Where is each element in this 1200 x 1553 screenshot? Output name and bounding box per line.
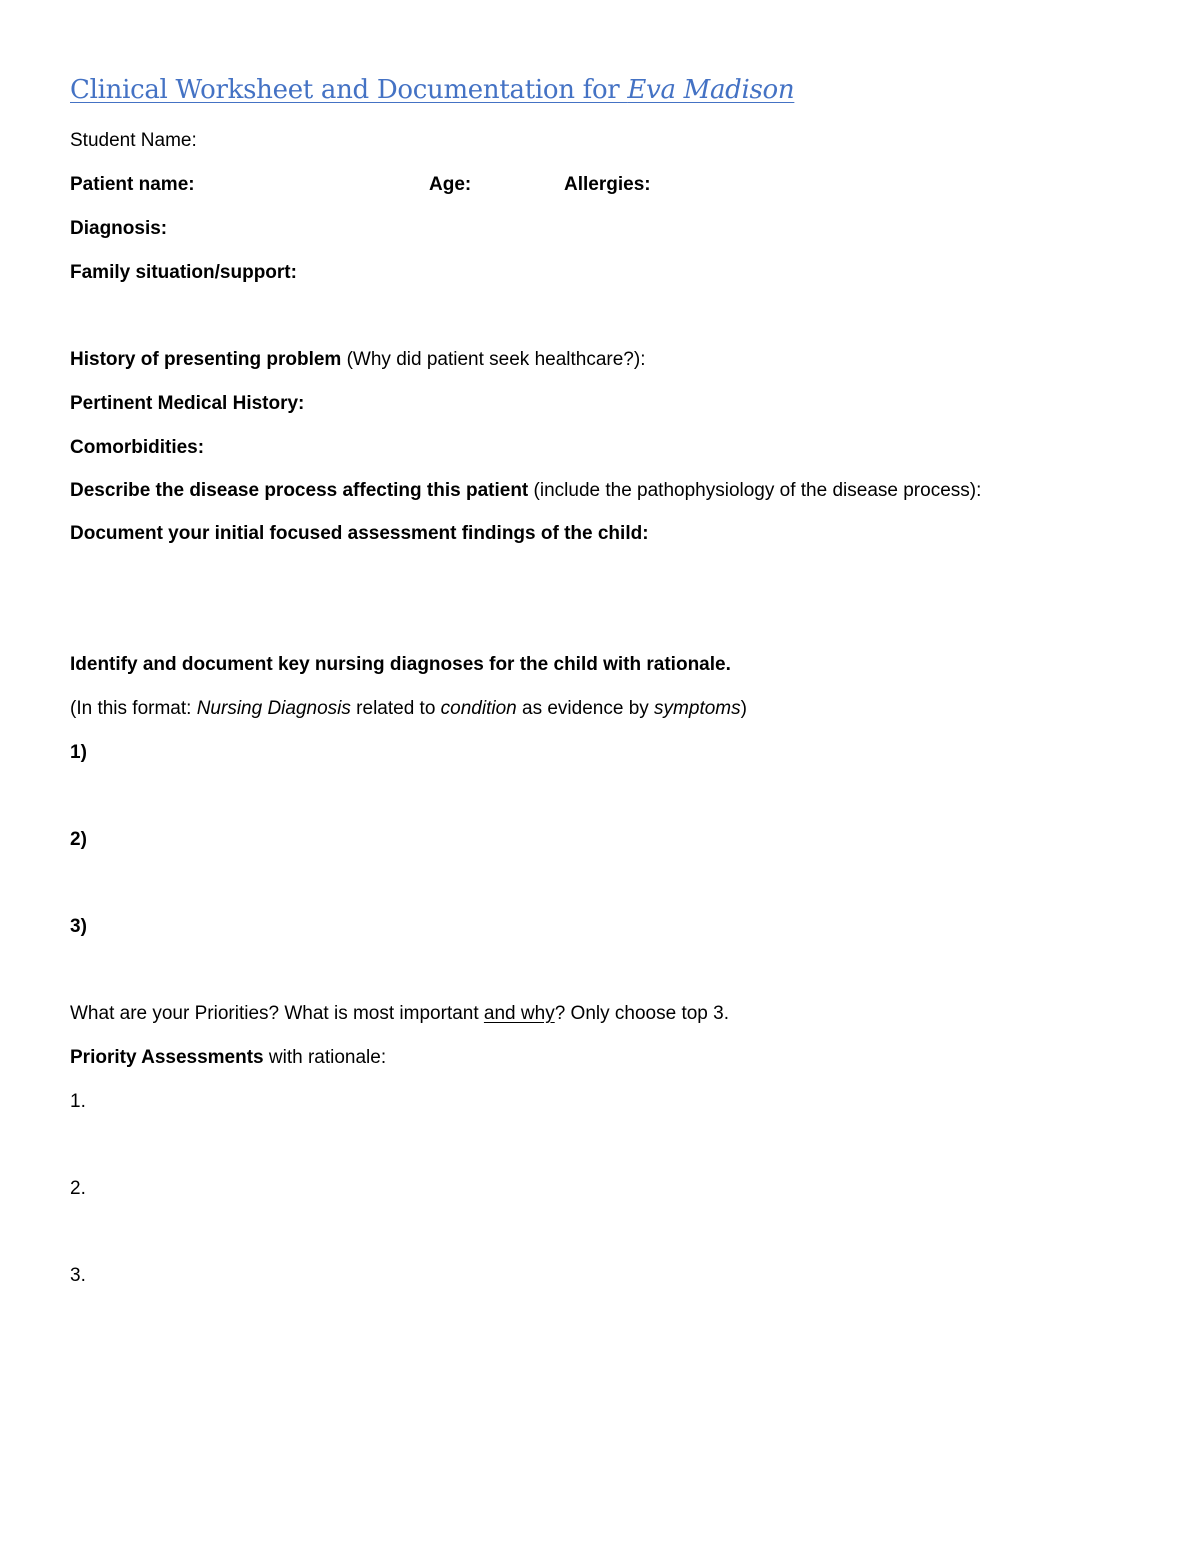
- priority-item-2: 2.: [70, 1178, 86, 1199]
- priorities-and-why: and why: [483, 1003, 555, 1024]
- disease-note: (include the pathophysiology of the disease process):: [528, 480, 982, 501]
- worksheet-title: [70, 74, 794, 106]
- format-related: related to: [350, 698, 441, 719]
- family-support-label: Family situation/support:: [70, 262, 297, 283]
- diagnosis-format-instructions: [70, 697, 747, 721]
- format-condition: condition: [440, 698, 517, 719]
- diagnosis-label: Diagnosis:: [70, 218, 168, 239]
- history-note: (Why did patient seek healthcare?):: [341, 349, 646, 370]
- priority-item-1: 1.: [70, 1091, 86, 1112]
- assessment-label: Document your initial focused assessment findings of the child:: [70, 523, 649, 544]
- priority-assessments-note: with rationale:: [263, 1047, 387, 1068]
- priorities-text-a: What are your Priorities? What is most important: [70, 1003, 484, 1024]
- title-patient-name: Eva Madison: [627, 75, 795, 105]
- age-label: Age:: [429, 174, 472, 195]
- disease-process: [70, 479, 981, 503]
- format-nursing-diagnosis: Nursing Diagnosis: [196, 698, 351, 719]
- format-symptoms: symptoms: [654, 698, 741, 719]
- format-suffix: ): [740, 698, 747, 719]
- priority-assessments-label: Priority Assessments: [70, 1047, 264, 1068]
- history-presenting-problem: [70, 348, 645, 372]
- comorbidities-label: Comorbidities:: [70, 437, 205, 458]
- medical-history-label: Pertinent Medical History:: [70, 393, 305, 414]
- priority-item-3: 3.: [70, 1265, 86, 1286]
- diagnosis-item-3: 3): [70, 916, 87, 937]
- format-evidence: as evidence by: [516, 698, 655, 719]
- student-name-label: Student Name:: [70, 130, 197, 151]
- history-label: History of presenting problem: [70, 349, 342, 370]
- diagnosis-item-2: 2): [70, 829, 87, 850]
- diagnosis-item-1: 1): [70, 742, 87, 763]
- disease-label: Describe the disease process affecting this patient: [70, 480, 529, 501]
- nursing-diagnoses-label: Identify and document key nursing diagnoses for the child with rationale.: [70, 654, 731, 675]
- allergies-label: Allergies:: [564, 174, 651, 195]
- priorities-question: [70, 1002, 729, 1026]
- priority-assessments: [70, 1046, 386, 1070]
- patient-name-label: Patient name:: [70, 174, 195, 195]
- title-main: Clinical Worksheet and Documentation for: [70, 75, 628, 105]
- priorities-text-b: ? Only choose top 3.: [554, 1003, 729, 1024]
- format-prefix: (In this format:: [70, 698, 197, 719]
